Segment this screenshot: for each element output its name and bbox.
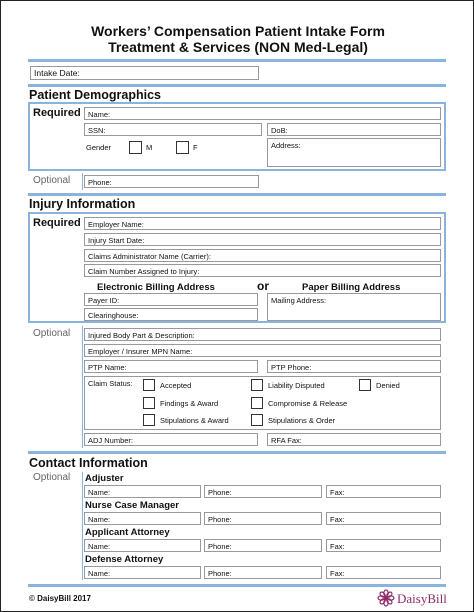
applicant-attorney-phone-field[interactable]: Phone: <box>204 539 322 552</box>
claims-administrator-field[interactable]: Claims Administrator Name (Carrier): <box>84 249 441 262</box>
status-stipulations-order-checkbox[interactable] <box>251 414 263 426</box>
contact-group-heading-nurse-case-manager: Nurse Case Manager <box>85 500 179 511</box>
ptp-name-field[interactable]: PTP Name: <box>84 360 258 373</box>
patient-demographics-heading: Patient Demographics <box>29 88 161 102</box>
gender-label: Gender <box>86 143 112 152</box>
gender-m-label: M <box>146 143 153 152</box>
daisy-flower-icon <box>377 589 395 607</box>
status-findings-award-checkbox[interactable] <box>143 397 155 409</box>
mpn-name-field[interactable]: Employer / Insurer MPN Name: <box>84 344 441 357</box>
rfa-fax-field[interactable]: RFA Fax: <box>267 433 441 446</box>
electronic-billing-heading: Electronic Billing Address <box>97 282 215 293</box>
required-label: Required <box>33 217 81 229</box>
contact-group-heading-defense-attorney: Defense Attorney <box>85 554 164 565</box>
form-title-line1: Workers’ Compensation Patient Intake Form <box>91 23 385 39</box>
injury-information-heading: Injury Information <box>29 197 136 211</box>
status-denied-checkbox[interactable] <box>359 379 371 391</box>
contact-information-heading: Contact Information <box>29 456 148 470</box>
required-label: Required <box>33 107 81 119</box>
status-liability-disputed-checkbox[interactable] <box>251 379 263 391</box>
optional-label: Optional <box>33 472 71 483</box>
body-part-field[interactable]: Injured Body Part & Description: <box>84 328 441 341</box>
divider <box>28 193 446 196</box>
defense-attorney-fax-field[interactable]: Fax: <box>326 566 441 579</box>
nurse-fax-field[interactable]: Fax: <box>326 512 441 525</box>
patient-phone-field[interactable]: Phone: <box>84 175 259 188</box>
optional-rule <box>82 173 83 190</box>
gender-m-checkbox[interactable] <box>129 141 142 154</box>
patient-name-field[interactable]: Name: <box>84 107 441 120</box>
optional-label: Optional <box>33 328 71 339</box>
employer-name-field[interactable]: Employer Name: <box>84 217 441 230</box>
gender-f-checkbox[interactable] <box>176 141 189 154</box>
mailing-address-field[interactable]: Mailing Address: <box>267 293 441 321</box>
status-stipulations-award-checkbox[interactable] <box>143 414 155 426</box>
adjuster-name-field[interactable]: Name: <box>84 485 201 498</box>
status-compromise-release-label: Compromise & Release <box>268 399 348 408</box>
status-findings-award-label: Findings & Award <box>160 399 219 408</box>
applicant-attorney-name-field[interactable]: Name: <box>84 539 201 552</box>
gender-f-label: F <box>193 143 198 152</box>
divider <box>28 59 446 62</box>
ptp-phone-field[interactable]: PTP Phone: <box>267 360 441 373</box>
or-separator: or <box>257 279 269 293</box>
status-liability-disputed-label: Liability Disputed <box>268 381 325 390</box>
contact-group-heading-adjuster: Adjuster <box>85 473 124 484</box>
nurse-name-field[interactable]: Name: <box>84 512 201 525</box>
claim-number-field[interactable]: Claim Number Assigned to Injury: <box>84 264 441 277</box>
address-field[interactable]: Address: <box>267 138 441 167</box>
applicant-attorney-fax-field[interactable]: Fax: <box>326 539 441 552</box>
intake-date-field[interactable]: Intake Date: <box>30 66 259 80</box>
defense-attorney-phone-field[interactable]: Phone: <box>204 566 322 579</box>
defense-attorney-name-field[interactable]: Name: <box>84 566 201 579</box>
payer-id-field[interactable]: Payer ID: <box>84 293 258 306</box>
optional-rule <box>82 472 83 580</box>
daisybill-logo-text: DaisyBill <box>397 591 447 606</box>
nurse-phone-field[interactable]: Phone: <box>204 512 322 525</box>
status-denied-label: Denied <box>376 381 400 390</box>
optional-rule <box>82 326 83 448</box>
ssn-field[interactable]: SSN: <box>84 123 262 136</box>
copyright-text: © DaisyBill 2017 <box>29 594 91 603</box>
divider <box>28 451 446 454</box>
status-stipulations-award-label: Stipulations & Award <box>160 416 229 425</box>
clearinghouse-field[interactable]: Clearinghouse: <box>84 308 258 321</box>
optional-label: Optional <box>33 175 71 186</box>
status-stipulations-order-label: Stipulations & Order <box>268 416 336 425</box>
divider <box>28 584 446 587</box>
adj-number-field[interactable]: ADJ Number: <box>84 433 258 446</box>
adjuster-fax-field[interactable]: Fax: <box>326 485 441 498</box>
paper-billing-heading: Paper Billing Address <box>302 282 401 293</box>
status-accepted-checkbox[interactable] <box>143 379 155 391</box>
divider <box>28 84 446 87</box>
form-title-line2: Treatment & Services (NON Med-Legal) <box>108 39 368 55</box>
status-accepted-label: Accepted <box>160 381 192 390</box>
status-compromise-release-checkbox[interactable] <box>251 397 263 409</box>
injury-start-date-field[interactable]: Injury Start Date: <box>84 233 441 246</box>
contact-group-heading-applicant-attorney: Applicant Attorney <box>85 527 170 538</box>
claim-status-group: Claim Status: <box>84 376 441 430</box>
dob-field[interactable]: DoB: <box>267 123 441 136</box>
adjuster-phone-field[interactable]: Phone: <box>204 485 322 498</box>
